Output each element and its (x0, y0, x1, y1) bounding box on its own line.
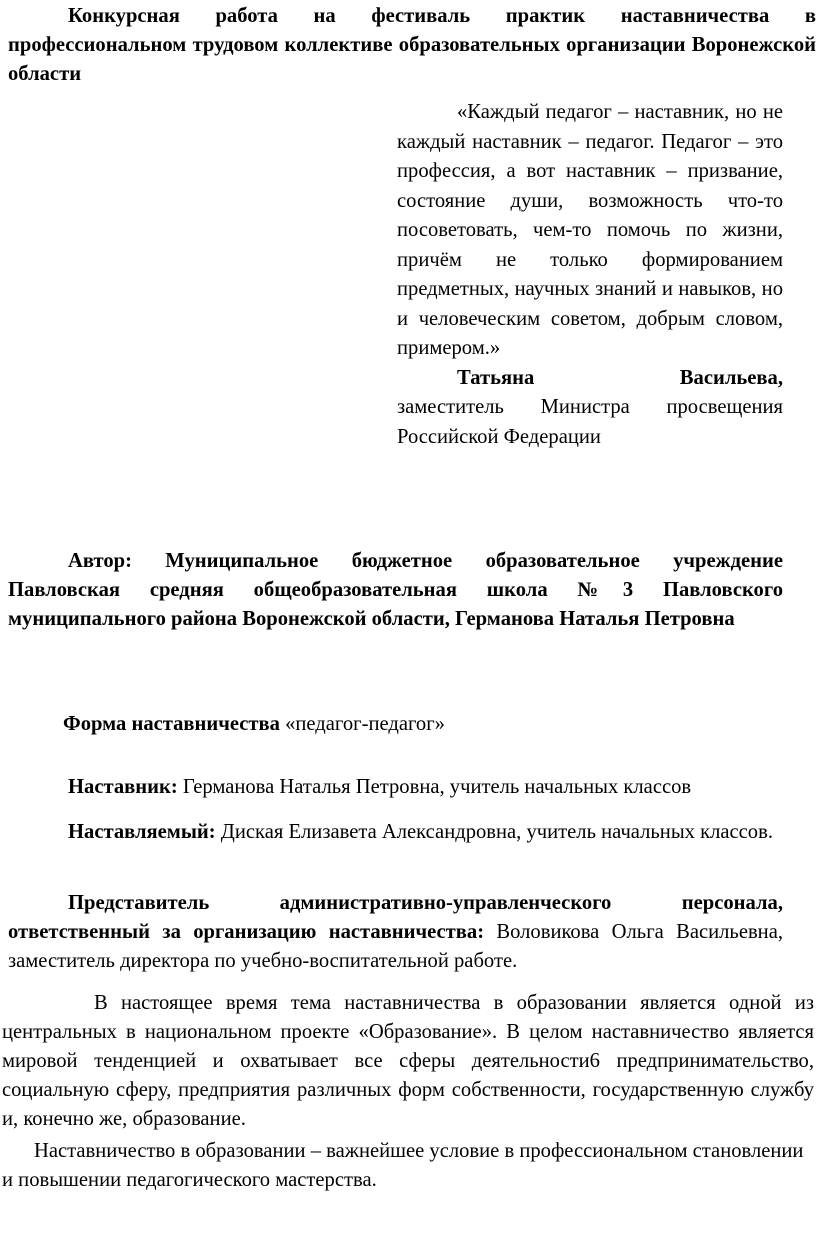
mentee-value: Диская Елизавета Александровна, учитель начальных классов. (215, 821, 773, 843)
epigraph-author-name: Татьяна Васильева, (457, 366, 783, 389)
mentor-value: Германова Наталья Петровна, учитель начальных классов (177, 776, 692, 798)
epigraph-author-role: заместитель Министра просвещения Российской Федерации (397, 396, 783, 448)
mentoring-form-value: «педагог-педагог» (279, 713, 445, 735)
admin-representative-info (8, 889, 783, 976)
admin-label: Представитель административно-управленческого персонала, ответственный за организацию наставничества: (8, 892, 783, 943)
mentoring-form (8, 710, 783, 739)
epigraph (397, 98, 783, 452)
mentee-label: Наставляемый: (68, 821, 216, 843)
mentor-info (8, 773, 783, 802)
author-info: Автор: Муниципальное бюджетное образовательное учреждение Павловская средняя общеобразовательная школа №3 Павловского муниципального района Воронежской области, Германова Наталья Петровна (8, 550, 783, 630)
mentoring-form-label: Форма наставничества (63, 713, 280, 735)
mentor-label: Наставник: (68, 776, 178, 798)
epigraph-quote: «Каждый педагог – наставник, но не каждый наставник – педагог. Педагог – это профессия, а вот наставник – призвание, состояние души, возможность что-то посоветовать, чем-то помочь по жизни, причём не только формированием предметных, научных знаний и навыков, но и человеческим советом, добрым словом, примером.» (397, 101, 783, 359)
document-title: Конкурсная работа на фестиваль практик наставничества в профессиональном трудовом коллективе образовательных организации Воронежской области (8, 5, 816, 85)
body-paragraph: В настоящее время тема наставничества в образовании является одной из центральных в национальном проекте «Образование». В целом наставничество является мировой тенденцией и охватывает все сферы деятельности6 предпринимательство, социальную сферу, предприятия различных форм собственности, государственную службу и, конечно же, образование. (2, 992, 814, 1130)
body-paragraph: Наставничество в образовании – важнейшее условие в профессиональном становлении и повышении педагогического мастерства. (2, 1140, 804, 1191)
admin-value: Воловикова Ольга Васильевна, заместитель директора по учебно-воспитательной работе. (8, 921, 783, 972)
mentee-info (8, 818, 783, 847)
